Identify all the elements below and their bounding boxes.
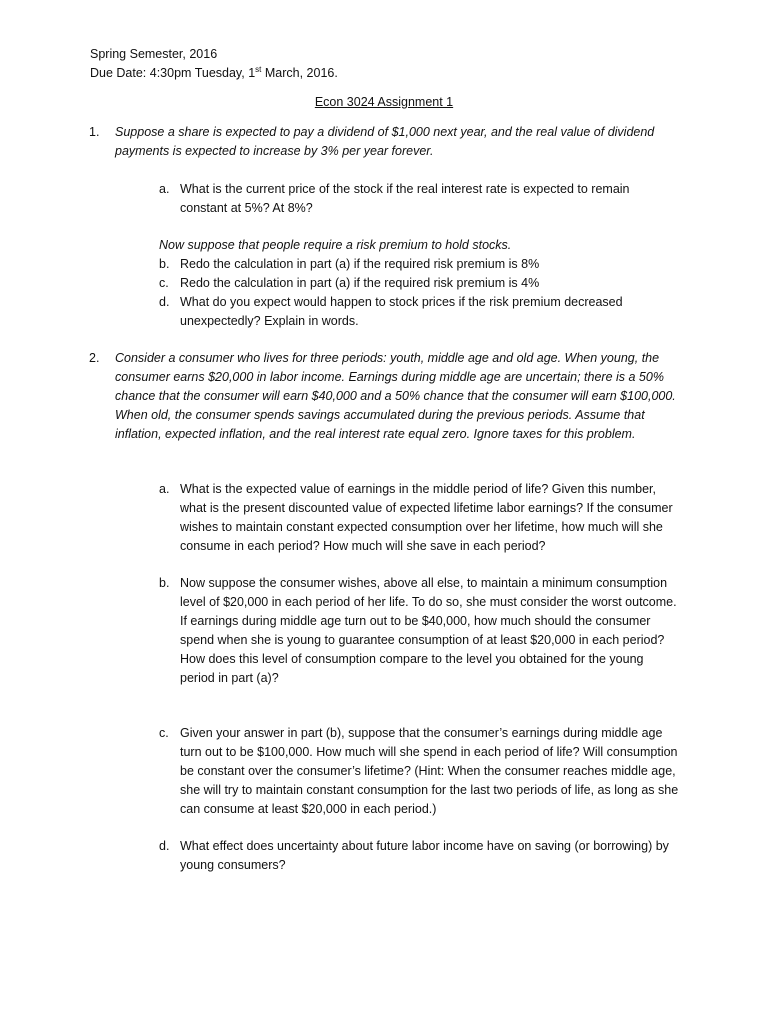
part-label: b. [159,576,170,590]
part-label: a. [159,482,170,496]
part-label: c. [159,276,169,290]
question-2-part-c [159,724,680,819]
part-label: a. [159,182,170,196]
question-1-part-a [159,180,680,218]
question-2-part-a [159,480,680,556]
question-1-part-c [159,274,680,293]
part-text: What do you expect would happen to stock prices if the risk premium decreased unexpectedly? Explain in words. [180,295,623,328]
part-text: Given your answer in part (b), suppose that the consumer’s earnings during middle age turn out to be $100,000. How much will she spend in each period of life? Will consumption be constant over the consumer’s lifetime? (Hint: When the consumer reaches middle age, she will try to maintain constant consumption for the last two periods of life, as long as she can consume at least $20,000 in each period.) [180,726,679,816]
question-number: 1. [89,125,100,139]
question-2 [89,349,680,444]
semester-line: Spring Semester, 2016 [90,47,218,61]
question-1-part-d [159,293,680,331]
part-text: Now suppose the consumer wishes, above all else, to maintain a minimum consumption level of $20,000 in each period of her life. To do so, she must consider the worst outcome. If earnings during middle age turn out to be $40,000, how much should the consumer spend when she is young to guarantee consumption of at least $20,000 in each period? How does this level of consumption compare to the level you obtained for the young period in part (a)? [180,576,677,685]
part-text: Redo the calculation in part (a) if the required risk premium is 4% [180,276,540,290]
question-2-part-b [159,574,680,688]
part-label: d. [159,295,170,309]
due-date-text-end: March, 2016. [261,66,338,80]
question-2-part-d [159,837,680,875]
part-text: Redo the calculation in part (a) if the required risk premium is 8% [180,257,540,271]
header-block [90,45,338,83]
part-label: b. [159,257,170,271]
ordinal-suffix: st [255,64,262,74]
question-1-intro: Now suppose that people require a risk premium to hold stocks. [159,238,512,252]
part-text: What is the current price of the stock if the real interest rate is expected to remain constant at 5%? At 8%? [180,182,630,215]
due-date-line [90,64,338,83]
question-text: Suppose a share is expected to pay a dividend of $1,000 next year, and the real value of dividend payments is expected to increase by 3% per year forever. [115,125,655,158]
part-text: What effect does uncertainty about future labor income have on saving (or borrowing) by young consumers? [180,839,669,872]
due-date-text: Due Date: 4:30pm Tuesday, 1 [90,66,256,80]
part-label: d. [159,839,170,853]
question-1 [89,123,680,161]
part-label: c. [159,726,169,740]
part-text: What is the expected value of earnings in the middle period of life? Given this number, what is the present discounted value of expected lifetime labor earnings? If the consumer wishes to maintain constant expected consumption over her lifetime, how much will she consume in each period? How much will she save in each period? [180,482,673,553]
question-1-part-b [159,255,680,274]
assignment-title: Econ 3024 Assignment 1 [314,95,454,109]
question-number: 2. [89,351,100,365]
question-text: Consider a consumer who lives for three periods: youth, middle age and old age. When young, the consumer earns $20,000 in labor income. Earnings during middle age are uncertain; there is a 50% chance that the consumer will earn $40,000 and a 50% chance that the consumer will earn $100,000. When old, the consumer spends savings accumulated during the previous periods. Assume that inflation, expected inflation, and the real interest rate equal zero. Ignore taxes for this problem. [115,351,676,441]
